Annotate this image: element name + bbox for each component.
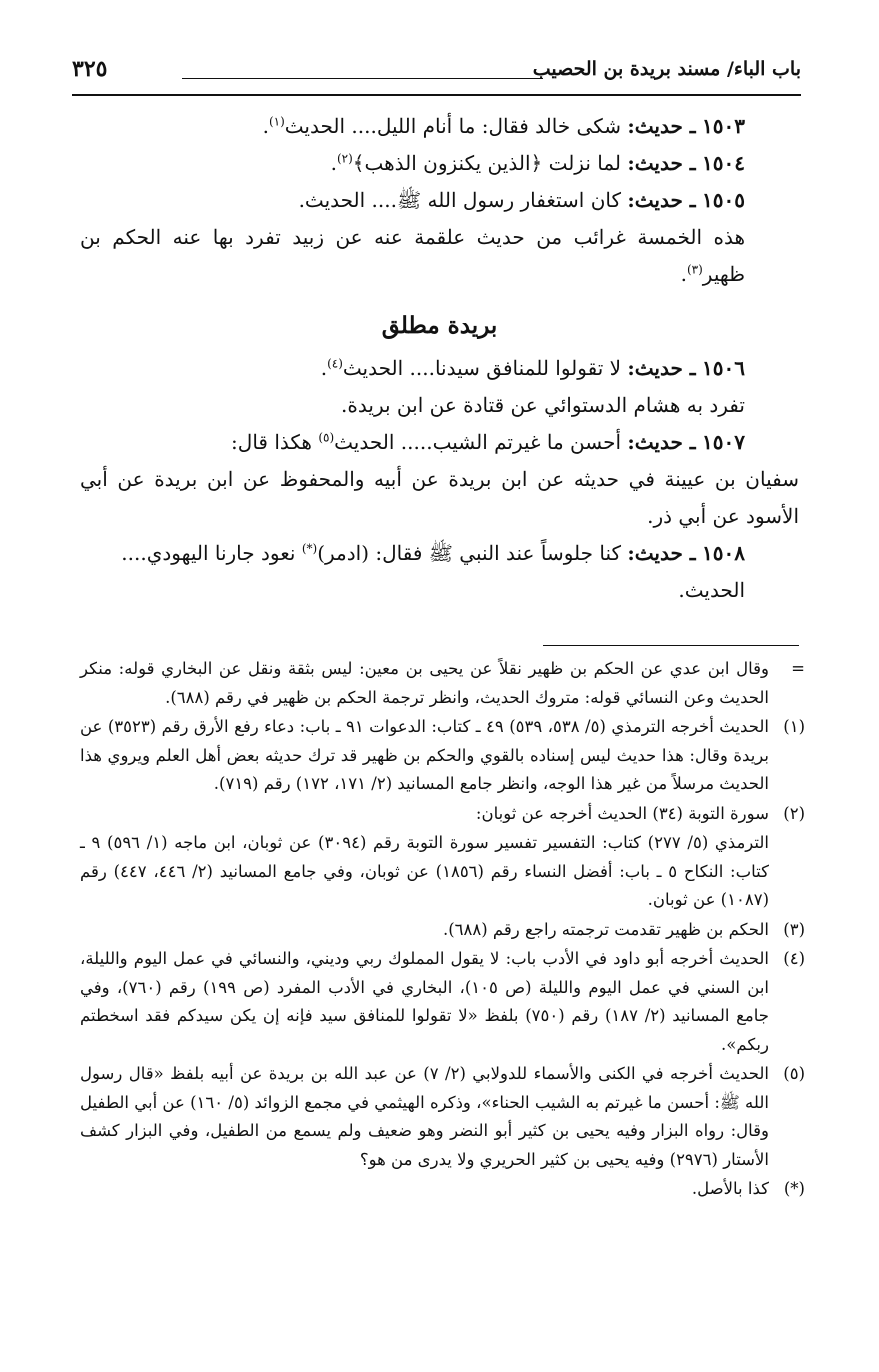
- footnote-2-continued: [80, 829, 805, 915]
- footnotes: [80, 655, 805, 1205]
- footnote-3: [80, 916, 805, 945]
- hadith-1504: ١٥٠٤ ـ حديث: لما نزلت ﴿الذين يكنزون الذهب﴾$^{(٢)}$.: [330, 151, 745, 175]
- footnote-text: الحديث أخرجه أبو داود في الأدب باب: لا يقول المملوك ربي وديني، والنسائي في عمل اليوم والليلة، ابن السني في عمل اليوم والليلة (ص ١٠٥)، البخاري في الأدب المفرد (ص ١٩٩) رقم (٧٦٠)، وفي جامع المسانيد (٢/ ١٨٧) رقم (٧٥٠) بلفظ «لا تقولوا للمنافق سيد فإنه إن يكن سيدكم فقد اسخطتم ربكم».: [80, 949, 769, 1054]
- hadith-1503: ١٥٠٣ ـ حديث: شكى خالد فقال: ما أنام الليل.... الحديث$^{(١)}$.: [262, 114, 745, 138]
- footnote-mark: (٥): [783, 1064, 805, 1083]
- footnote-text: الحكم بن ظهير تقدمت ترجمته راجع رقم (٦٨٨).: [442, 919, 769, 939]
- footnote-mark: =: [791, 659, 805, 678]
- section-title: بريدة مطلق: [381, 312, 498, 339]
- footnote-text: الترمذي (٥/ ٢٧٧) كتاب: التفسير تفسير سورة التوبة رقم (٣٠٩٤) عن ثوبان، ابن ماجه (١/ ٥٩٦) ٩ ـ كتاب: النكاح ٥ ـ باب: أفضل النساء رقم (١٨٥٦) عن ثوبان، وفي جامع المسانيد (٢/ ٤٤٦، ٤٤٧) رقم (١٠٨٧) عن ثوبان.: [80, 833, 770, 909]
- hadith-1508: ١٥٠٨ ـ حديث: كنا جلوساً عند النبي ﷺ فقال: (ادمر)(*) نعود جارنا اليهودي.... الحديث.: [121, 541, 745, 602]
- footnote-text: الحديث أخرجه الترمذي (٥/ ٥٣٨، ٥٣٩) ٤٩ ـ كتاب: الدعوات ٩١ ـ باب: دعاء رفع الأرق رقم (٣٥٢٣) عن بريدة وقال: هذا حديث ليس إسناده بالقوي والحكم بن ظهير قد ترك حديثه بعض أهل العلم ويروي هذا الحديث مرسلاً من غير هذا الوجه، وانظر جامع المسانيد (٢/ ١٧١، ١٧٢) رقم (٧١٩).: [80, 717, 769, 793]
- footnote-continued: [80, 655, 805, 712]
- footnote-text: الحديث أخرجه في الكنى والأسماء للدولابي (٢/ ٧) عن عبد الله بن بريدة عن أبيه بلفظ «قال رسول الله ﷺ: أحسن ما غيرتم به الشيب الحناء»، وذكره الهيثمي في مجمع الزوائد (٥/ ١٦٠) عن أبي الطفيل وقال: رواه البزار وفيه يحيى بن كثير أبو النضر وهو ضعيف ولم يسمع من الطفيل، وفي البزار كشف الأستار (٢٩٧٦) وفيه يحيى بن كثير الحريري ولا يدرى من هو؟: [80, 1064, 770, 1169]
- footnote-5: [80, 1060, 805, 1174]
- footnote-text: سورة التوبة (٣٤) الحديث أخرجه عن ثوبان:: [475, 803, 769, 823]
- footnote-2: [80, 800, 805, 829]
- hadith-keyword: حديث:: [627, 188, 683, 212]
- footnote-separator: [543, 645, 799, 646]
- footnote-ref: (*): [301, 541, 318, 556]
- footnote-ref: (٣): [686, 262, 703, 277]
- footnote-ref: (٤): [327, 356, 343, 371]
- hadith-number: ١٥٠٦: [702, 356, 745, 380]
- header-line: [182, 78, 543, 79]
- hadith-end: .: [330, 151, 337, 175]
- footnote-mark: (*): [783, 1179, 805, 1198]
- running-header: [72, 52, 801, 92]
- hadith-keyword: حديث:: [627, 114, 683, 138]
- hadith-number: ١٥٠٥: [702, 188, 745, 212]
- hadith-keyword: حديث:: [627, 430, 683, 454]
- hadith-1507: ١٥٠٧ ـ حديث: أحسن ما غيرتم الشيب..... الحديث$^{(٥)}$ هكذا قال:: [231, 430, 745, 454]
- header-rule: [72, 94, 801, 96]
- hadith-1506: ١٥٠٦ ـ حديث: لا تقولوا للمنافق سيدنا.... الحديث$^{(٤)}$.: [320, 356, 745, 380]
- main-text: [80, 108, 799, 609]
- commentary-note: سفيان بن عيينة في حديثه عن ابن بريدة عن أبيه والمحفوظ عن ابن بريدة عن أبي الأسود عن أبي ذر.: [80, 467, 799, 528]
- hadith-keyword: حديث:: [627, 356, 683, 380]
- chapter-title: باب الباء/ مسند بريدة بن الحصيب: [532, 58, 801, 80]
- hadith-number: ١٥٠٨: [702, 541, 745, 565]
- footnote-4: [80, 945, 805, 1059]
- hadith-text: أحسن ما غيرتم الشيب..... الحديث: [334, 430, 622, 454]
- hadith-text: لما نزلت ﴿الذين يكنزون الذهب﴾: [352, 151, 622, 175]
- hadith-text: كان استغفار رسول الله ﷺ.... الحديث.: [298, 188, 622, 212]
- hadith-keyword: حديث:: [627, 541, 683, 565]
- footnote-1: [80, 713, 805, 799]
- page-number: ٣٢٥: [72, 56, 108, 82]
- footnote-mark: (٤): [783, 949, 805, 968]
- commentary-note: هذه الخمسة غرائب من حديث علقمة عنه عن زبيد تفرد بها عنه الحكم بن ظهير$^{(٣)}$.: [80, 225, 745, 286]
- commentary-note: تفرد به هشام الدستوائي عن قتادة عن ابن بريدة.: [341, 393, 745, 417]
- hadith-text: كنا جلوساً عند النبي ﷺ فقال: (ادمر): [317, 541, 622, 565]
- hadith-1505: ١٥٠٥ ـ حديث: كان استغفار رسول الله ﷺ.... الحديث.: [298, 188, 745, 212]
- footnote-text: وقال ابن عدي عن الحكم بن ظهير نقلاً عن يحيى بن معين: ليس بثقة ونقل عن البخاري قوله: منكر الحديث وعن النسائي قوله: متروك الحديث، وانظر ترجمة الحكم بن ظهير في رقم (٦٨٨).: [80, 659, 769, 707]
- footnote-star: [80, 1175, 805, 1204]
- footnote-mark: (٢): [783, 803, 805, 823]
- footnote-ref: (١): [268, 114, 285, 129]
- hadith-keyword: حديث:: [627, 151, 683, 175]
- footnote-ref: (٢): [336, 151, 353, 166]
- hadith-text: شكى خالد فقال: ما أنام الليل.... الحديث: [284, 114, 622, 138]
- hadith-text: لا تقولوا للمنافق سيدنا.... الحديث: [342, 356, 622, 380]
- footnote-ref: (٥): [318, 430, 335, 445]
- footnote-mark: (١): [783, 717, 805, 736]
- hadith-number: ١٥٠٤: [702, 151, 745, 175]
- hadith-number: ١٥٠٧: [702, 430, 745, 454]
- footnote-mark: (٣): [783, 919, 805, 939]
- hadith-number: ١٥٠٣: [702, 114, 745, 138]
- footnote-text: كذا بالأصل.: [691, 1179, 769, 1198]
- hadith-end: .: [262, 114, 269, 138]
